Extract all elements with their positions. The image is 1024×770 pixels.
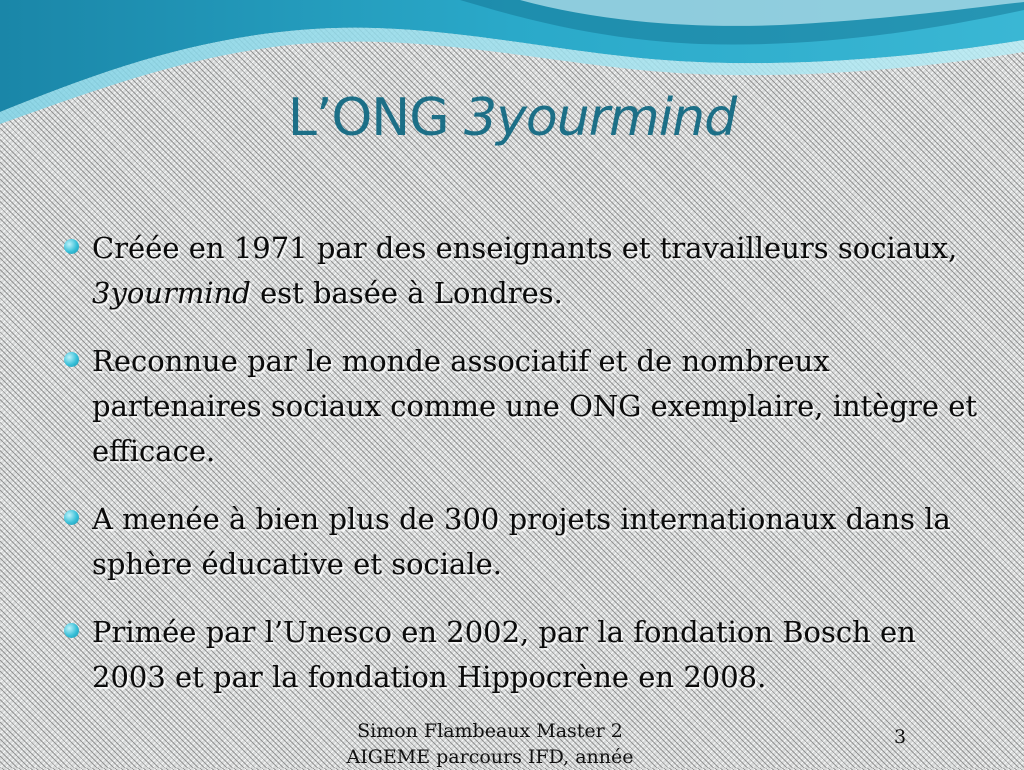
slide-title-italic: 3yourmind [464,88,737,148]
bullet-item [62,610,982,700]
bullet-item [62,226,982,316]
page-number: 3 [894,726,907,748]
bullet-text-italic: 3yourmind [92,276,251,310]
slide-title-main: L’ONG [287,88,465,148]
bullet-item [62,497,982,587]
footer-line-2: AIGEME parcours IFD, année [346,746,634,768]
slide-title [0,88,1024,148]
footer-line-1: Simon Flambeaux Master 2 [357,720,623,742]
bullet-dot-icon [64,352,79,367]
bullet-dot-icon [64,510,79,525]
bullet-dot-icon [64,623,79,638]
bullet-text: Créée en 1971 par des enseignants et travailleurs sociaux, [92,231,958,265]
bullet-text: Reconnue par le monde associatif et de nombreux partenaires sociaux comme une ONG exemplaire, intègre et efficace. [92,344,978,468]
bullet-dot-icon [64,239,79,254]
bullet-text-end: est basée à Londres. [250,276,563,310]
bullet-list [62,226,982,723]
bullet-text: Primée par l’Unesco en 2002, par la fondation Bosch en 2003 et par la fondation Hippocrène en 2008. [92,615,916,694]
bullet-item [62,339,982,474]
slide-footer [320,718,660,770]
bullet-text: A menée à bien plus de 300 projets internationaux dans la sphère éducative et sociale. [92,502,951,581]
